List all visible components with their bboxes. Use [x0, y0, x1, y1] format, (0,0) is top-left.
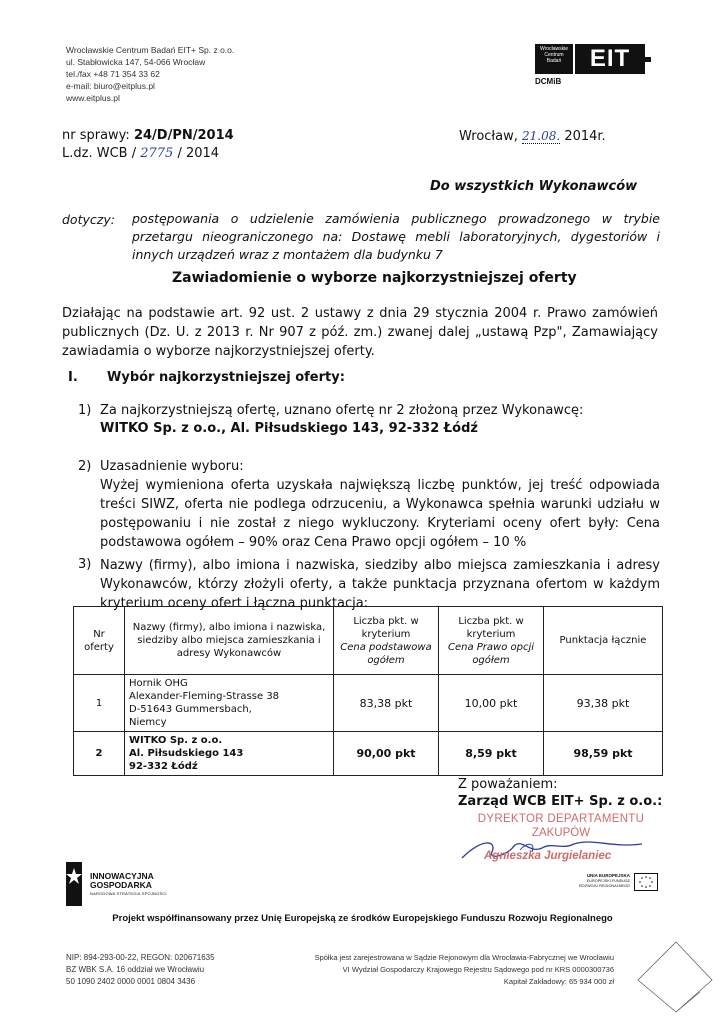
- company-street: ul. Stabłowicka 147, 54-066 Wrocław: [66, 57, 206, 67]
- point-1-winner: WITKO Sp. z o.o., Al. Piłsudskiego 143, 92-332 Łódź: [100, 421, 478, 436]
- row-criterion-1-score: 83,38 pkt: [334, 675, 439, 732]
- results-table: [73, 606, 663, 776]
- stamp-title-line-1: DYREKTOR DEPARTAMENTU: [477, 813, 645, 825]
- logo-small-text-1: Wrocławskie: [540, 46, 568, 52]
- company-phone: tel./fax +48 71 354 33 62: [66, 69, 160, 79]
- footer-account: 50 1090 2402 0000 0001 0804 3436: [66, 977, 196, 986]
- contractor-line: Alexander-Fleming-Strasse 38: [129, 691, 280, 702]
- date-line: [459, 127, 606, 146]
- point-1-text: Za najkorzystniejszą ofertę, uznano ofertę nr 2 złożoną przez Wykonawcę:: [100, 403, 584, 418]
- row-offer-number: 1: [74, 675, 125, 732]
- header-criterion-2-label: Liczba pkt. w kryterium: [458, 615, 524, 640]
- innovative-economy-logo: [66, 862, 226, 906]
- section-heading: Wybór najkorzystniejszej oferty:: [107, 370, 345, 385]
- company-name: Wrocławskie Centrum Badań EIT+ Sp. z o.o.: [66, 45, 235, 55]
- date-handwritten: 21.08.: [522, 129, 561, 143]
- header-criterion-1-name: Cena podstawowa ogółem: [340, 641, 432, 666]
- contractor-line: Al. Piłsudskiego 143: [129, 748, 244, 759]
- footer-bank: BZ WBK S.A. 16 oddział we Wrocławiu: [66, 965, 205, 974]
- company-website: www.eitplus.pl: [66, 93, 120, 103]
- footer-tax-ids: NIP: 894-293-00-22, REGON: 020671635: [66, 953, 215, 962]
- row-offer-number: 2: [74, 732, 125, 776]
- footer-krs: VI Wydział Gospodarczy Krajowego Rejestru Sądowego pod nr KRS 0000300736: [342, 965, 614, 974]
- header-total: Punktacja łącznie: [544, 607, 663, 675]
- point-2-heading: Uzasadnienie wyboru:: [100, 459, 244, 474]
- row-criterion-2-score: 8,59 pkt: [439, 732, 544, 776]
- logo-sub-text: DCMiB: [535, 77, 562, 86]
- contractor-line: WITKO Sp. z o.o.: [129, 735, 223, 746]
- addressee: Do wszystkich Wykonawców: [430, 179, 638, 194]
- table-row: [74, 732, 663, 776]
- year-suffix: 2014r.: [564, 129, 606, 144]
- logo-small-text-2: Centrum: [544, 52, 564, 58]
- concerning-label: dotyczy:: [62, 212, 115, 227]
- logo-small-text-3: Badań: [546, 58, 562, 64]
- contractor-line: D-51643 Gummersbach,: [129, 704, 252, 715]
- point-1-number: 1): [78, 403, 92, 418]
- company-address-block: [66, 44, 326, 104]
- stamp-title-line-2: ZAKUPÓW: [531, 827, 591, 839]
- row-contractor: [125, 732, 334, 776]
- ig-line-2: GOSPODARKA: [90, 880, 152, 890]
- regards: Z poważaniem:: [458, 777, 558, 792]
- point-2-number: 2): [78, 459, 92, 474]
- row-criterion-2-score: 10,00 pkt: [439, 675, 544, 732]
- board-signature-label: Zarząd WCB EIT+ Sp. z o.o.:: [458, 794, 663, 809]
- point-3-number: 3): [78, 557, 92, 572]
- section-number: I.: [68, 370, 78, 385]
- eu-line-2: EUROPEJSKI FUNDUSZ: [586, 879, 630, 883]
- case-label: nr sprawy:: [62, 128, 130, 143]
- case-number-line: [62, 127, 234, 145]
- ldz-line: [62, 145, 219, 163]
- contractor-line: Hornik OHG: [129, 678, 188, 689]
- header-criterion-1: [334, 607, 439, 675]
- ldz-handwritten-number: 2775: [140, 146, 174, 161]
- contractor-line: 92-332 Łódź: [129, 761, 198, 772]
- header-criterion-1-label: Liczba pkt. w kryterium: [353, 615, 419, 640]
- contractor-line: Niemcy: [129, 717, 167, 728]
- point-3-text: Nazwy (firmy), albo imiona i nazwiska, siedziby albo miejsca zamieszkania i adresy Wykonawców, którzy złożyli oferty, a także punktacja przyznana ofertom w każdym kryterium oceny ofert i łączna punktacja:: [100, 558, 660, 611]
- concerning-text: postępowania o udzielenie zamówienia publicznego prowadzonego w trybie przetargu nieograniczonego na: Dostawę mebli laboratoryjnych, dygestoriów i innych urządzeń wraz z montażem dla budynku 7: [132, 211, 660, 262]
- eu-logo: [578, 872, 660, 900]
- row-total-score: 93,38 pkt: [544, 675, 663, 732]
- project-cofinancing-note: Projekt współfinansowany przez Unię Europejską ze środków Europejskiego Funduszu Rozwoju Regionalnego: [112, 913, 613, 924]
- eu-line-1: UNIA EUROPEJSKA: [586, 873, 630, 878]
- document-title: Zawiadomienie o wyborze najkorzystniejszej oferty: [172, 270, 577, 286]
- case-number: 24/D/PN/2014: [133, 128, 234, 143]
- header-offer-number: Nr oferty: [74, 607, 125, 675]
- intro-paragraph: Działając na podstawie art. 92 ust. 2 ustawy z dnia 29 stycznia 2004 r. Prawo zamówień publicznych (Dz. U. z 2013 r. Nr 907 z póź. zm.) zwanej dalej „ustawą Pzp", Zamawiający zawiadamia o wyborze najkorzystniejszej oferty.: [62, 306, 658, 359]
- row-total-score: 98,59 pkt: [544, 732, 663, 776]
- row-contractor: [125, 675, 334, 732]
- ig-line-1: INNOWACYJNA: [90, 871, 154, 881]
- footer-right: [270, 952, 614, 988]
- footer-capital: Kapitał Zakładowy: 65 934 000 zł: [503, 977, 614, 986]
- eu-line-3: ROZWOJU REGIONALNEGO: [578, 884, 630, 888]
- company-email: e-mail: biuro@eitplus.pl: [66, 81, 155, 91]
- table-row: [74, 675, 663, 732]
- header-criterion-2-name: Cena Prawo opcji ogółem: [447, 641, 535, 666]
- header-contractor: Nazwy (firmy), albo imiona i nazwiska, siedziby albo miejsca zamieszkania i adresy Wykonawców: [125, 607, 334, 675]
- table-header-row: [74, 607, 663, 675]
- footer-registration: Spółka jest zarejestrowana w Sądzie Rejonowym dla Wrocławia-Fabrycznej we Wrocławiu: [314, 953, 614, 962]
- ldz-suffix: / 2014: [177, 146, 220, 161]
- row-criterion-1-score: 90,00 pkt: [334, 732, 439, 776]
- ig-line-3: NARODOWA STRATEGIA SPÓJNOŚCI: [90, 891, 167, 896]
- eu-flag-icon: [634, 873, 658, 891]
- eit-logo: [535, 44, 655, 92]
- point-2-text: Wyżej wymieniona oferta uzyskała największą liczbę punktów, jej treść odpowiada treści SIWZ, oferta nie podlega odrzuceniu, a Wykonawca spełnia warunki udziału w postępowaniu i nie został z niego wykluczony. Kryteriami oceny ofert były: Cena podstawowa ogółem – 90% oraz Cena Prawo opcji ogółem – 10 %: [100, 478, 660, 550]
- city: Wrocław,: [459, 129, 518, 144]
- ldz-prefix: L.dz. WCB /: [62, 146, 137, 161]
- ig-star-icon: [66, 862, 88, 906]
- corner-decoration-icon: [628, 936, 718, 1016]
- header-criterion-2: [439, 607, 544, 675]
- logo-main-text: EIT: [575, 44, 645, 74]
- handwritten-signature: [452, 828, 652, 868]
- stamp-name: Agnieszka Jurgielaniec: [484, 850, 612, 862]
